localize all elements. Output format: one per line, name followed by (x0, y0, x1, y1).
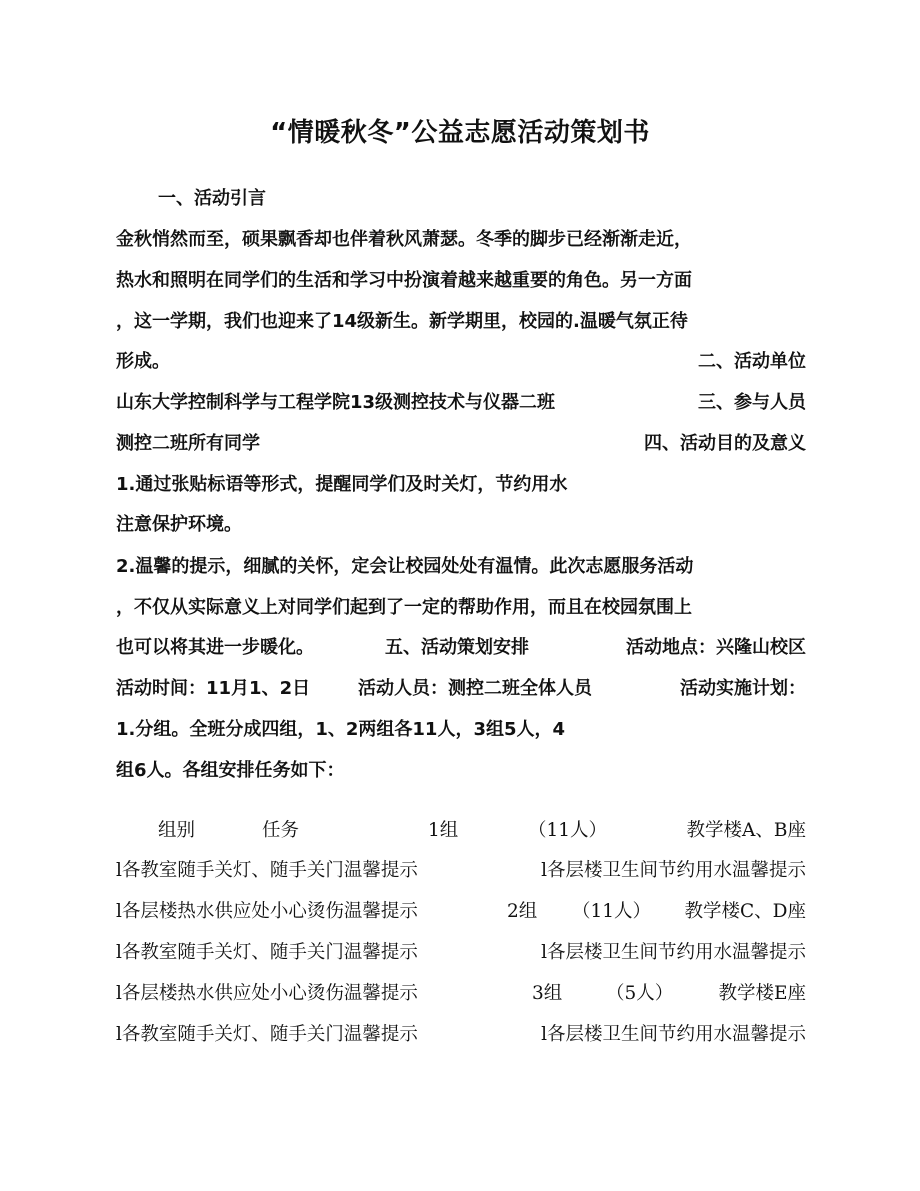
table-header-row (116, 817, 806, 845)
intro-line-2: 热水和照明在同学们的生活和学习中扮演着越来越重要的角色。另一方面 (116, 270, 692, 291)
task-classroom: l各教室随手关灯、随手关门温馨提示 (116, 860, 418, 881)
table-row (116, 1021, 806, 1049)
grouping-line-1: 1.分组。全班分成四组，1、2两组各11人，3组5人，4 (116, 719, 566, 740)
grouping-line-2: 组6人。各组安排任务如下： (116, 760, 345, 781)
section-heading-purpose: 四、活动目的及意义 (644, 433, 806, 454)
activity-time: 活动时间：11月1、2日 (116, 678, 311, 699)
purpose-2-end-row (116, 634, 806, 662)
intro-line-3: ，这一学期，我们也迎来了14级新生。新学期里，校园的.温暖气氛正待 (116, 311, 688, 332)
task-hotwater: l各层楼热水供应处小心烫伤温馨提示 (116, 983, 418, 1004)
task-restroom: l各层楼卫生间节约用水温馨提示 (541, 1024, 806, 1045)
section-heading-unit: 二、活动单位 (698, 351, 806, 372)
intro-line-1: 金秋悄然而至，硕果飘香却也伴着秋风萧瑟。冬季的脚步已经渐渐走近， (116, 229, 692, 250)
task-restroom: l各层楼卫生间节约用水温馨提示 (541, 860, 806, 881)
intro-end-text: 形成。 (116, 351, 170, 372)
purpose-2-line-2: ，不仅从实际意义上对同学们起到了一定的帮助作用，而且在校园氛围上 (116, 597, 692, 618)
group-2-building: 教学楼C、D座 (684, 901, 806, 922)
section-heading-intro: 一、活动引言 (158, 188, 266, 209)
group-3-count: （5人） (606, 983, 674, 1004)
intro-end-row (116, 348, 806, 376)
activity-plan: 活动实施计划： (680, 678, 806, 699)
page-title: “情暖秋冬”公益志愿活动策划书 (270, 118, 650, 148)
table-header-task: 任务 (262, 820, 300, 841)
table-row (116, 939, 806, 967)
group-3-building: 教学楼E座 (718, 983, 806, 1004)
purpose-1-line-1: 1.通过张贴标语等形式，提醒同学们及时关灯，节约用水 (116, 474, 568, 495)
activity-location: 活动地点：兴隆山校区 (626, 637, 806, 658)
unit-row (116, 389, 806, 417)
task-hotwater: l各层楼热水供应处小心烫伤温馨提示 (116, 901, 418, 922)
table-header-group: 组别 (158, 820, 196, 841)
task-classroom: l各教室随手关灯、随手关门温馨提示 (116, 942, 418, 963)
purpose-1-line-2: 注意保护环境。 (116, 514, 242, 535)
section-heading-plan: 五、活动策划安排 (385, 637, 529, 658)
group-1-name: 1组 (428, 820, 459, 841)
group-2-name: 2组 (507, 901, 538, 922)
activity-people: 活动人员：测控二班全体人员 (358, 678, 592, 699)
group-1-building: 教学楼A、B座 (686, 820, 806, 841)
group-1-count: （11人） (528, 820, 608, 841)
group-2-count: （11人） (572, 901, 652, 922)
table-row (116, 980, 806, 1008)
section-heading-participants: 三、参与人员 (698, 392, 806, 413)
purpose-2-end-text: 也可以将其进一步暖化。 (116, 637, 314, 658)
purpose-2-line-1: 2.温馨的提示，细腻的关怀，定会让校园处处有温情。此次志愿服务活动 (116, 556, 694, 577)
task-restroom: l各层楼卫生间节约用水温馨提示 (541, 942, 806, 963)
participants-text: 测控二班所有同学 (116, 433, 260, 454)
task-classroom: l各教室随手关灯、随手关门温馨提示 (116, 1024, 418, 1045)
table-row (116, 857, 806, 885)
activity-info-row (116, 675, 806, 703)
participants-row (116, 430, 806, 458)
table-row (116, 898, 806, 926)
group-3-name: 3组 (532, 983, 563, 1004)
unit-text: 山东大学控制科学与工程学院13级测控技术与仪器二班 (116, 392, 556, 413)
